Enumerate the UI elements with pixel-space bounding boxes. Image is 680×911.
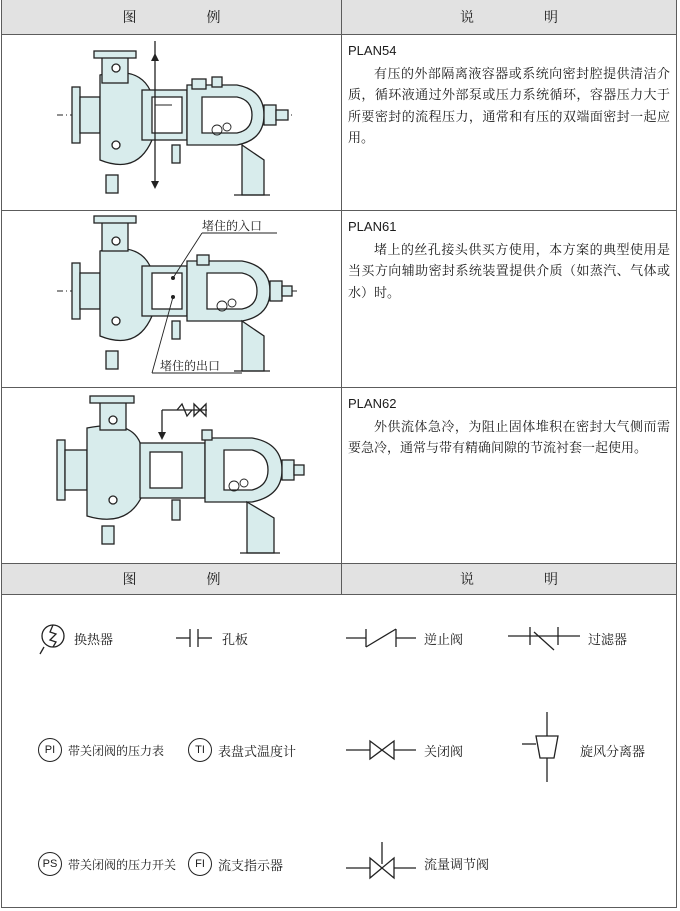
legend-header-right-char-1: 说 [460, 572, 474, 588]
flow-control-valve-icon [346, 838, 418, 888]
row-divider [1, 594, 677, 595]
plan61-inlet-annotation: 堵住的入口 [202, 219, 263, 233]
plan54-diagram [2, 35, 340, 210]
header-right-char-1: 说 [460, 10, 474, 26]
legend-header-left [2, 564, 341, 594]
legend-label: 带关闭阀的压力开关 [68, 857, 177, 872]
legend-item [346, 618, 463, 658]
legend-item [38, 730, 164, 770]
legend-label: 过滤器 [588, 632, 628, 648]
legend-item [176, 618, 248, 658]
legend-label: 逆止阀 [424, 632, 464, 648]
header-left-char-2: 例 [206, 10, 221, 26]
legend-header-left-char-2: 例 [206, 572, 221, 588]
legend-item [38, 618, 113, 658]
plan54-code: PLAN54 [348, 43, 397, 58]
legend-item [508, 618, 627, 658]
plan61-diagram [2, 211, 340, 387]
legend-item [38, 844, 176, 884]
plan61-outlet-annotation: 堵住的出口 [160, 359, 221, 373]
plan54-text: 有压的外部隔离液容器或系统向密封腔提供清洁介质，循环液通过外部泵或压力系统循环，容器压力大于所要密封的流程压力，通常和有压的双端面密封一起应用。 [348, 66, 670, 147]
legend-label: 表盘式温度计 [218, 744, 297, 760]
plan62-code: PLAN62 [348, 396, 397, 411]
column-divider [341, 0, 342, 594]
legend-label: 旋风分离器 [580, 744, 646, 760]
plan61-code: PLAN61 [348, 219, 397, 234]
legend-label: 换热器 [74, 632, 114, 648]
legend-item [346, 838, 489, 888]
header-left [2, 0, 341, 34]
legend-label: 流量调节阀 [424, 857, 490, 873]
legend-label: 关闭阀 [424, 744, 464, 760]
legend-label: 带关闭阀的压力表 [68, 743, 165, 758]
legend-label: 流支指示器 [218, 858, 284, 874]
plan62-text: 外供流体急冷，为阻止固体堆积在密封大气侧而需要急冷，通常与带有精确间隙的节流衬套一起使用。 [348, 419, 670, 457]
legend-header-left-char-1: 图 [122, 572, 137, 588]
legend-header-right [342, 564, 676, 594]
legend-item [346, 730, 463, 770]
header-right [342, 0, 676, 34]
plan61-text: 堵上的丝孔接头供买方使用，本方案的典型使用是当买方向辅助密封系统装置提供介质（如蒸汽、气体或水）时。 [348, 242, 670, 301]
legend-item [188, 844, 283, 884]
heat-exchanger-icon [38, 620, 68, 656]
filter-icon [508, 620, 582, 656]
legend-item [188, 730, 296, 770]
legend-item [520, 712, 645, 788]
pressure-switch-icon: PS [38, 852, 62, 876]
legend-label: 孔板 [222, 632, 249, 648]
plan61-description [348, 216, 670, 304]
pressure-indicator-icon: PI [38, 738, 62, 762]
cyclone-separator-icon [520, 712, 574, 788]
temperature-indicator-icon: TI [188, 738, 212, 762]
plan62-diagram [2, 388, 340, 563]
plan54-description [348, 40, 670, 150]
header-right-char-2: 明 [544, 10, 558, 26]
block-valve-icon [346, 732, 418, 768]
header-left-char-1: 图 [122, 10, 137, 26]
orifice-plate-icon [176, 620, 216, 656]
flow-indicator-icon: FI [188, 852, 212, 876]
plan62-description [348, 393, 670, 460]
check-valve-icon [346, 620, 418, 656]
legend-header-right-char-2: 明 [544, 572, 558, 588]
